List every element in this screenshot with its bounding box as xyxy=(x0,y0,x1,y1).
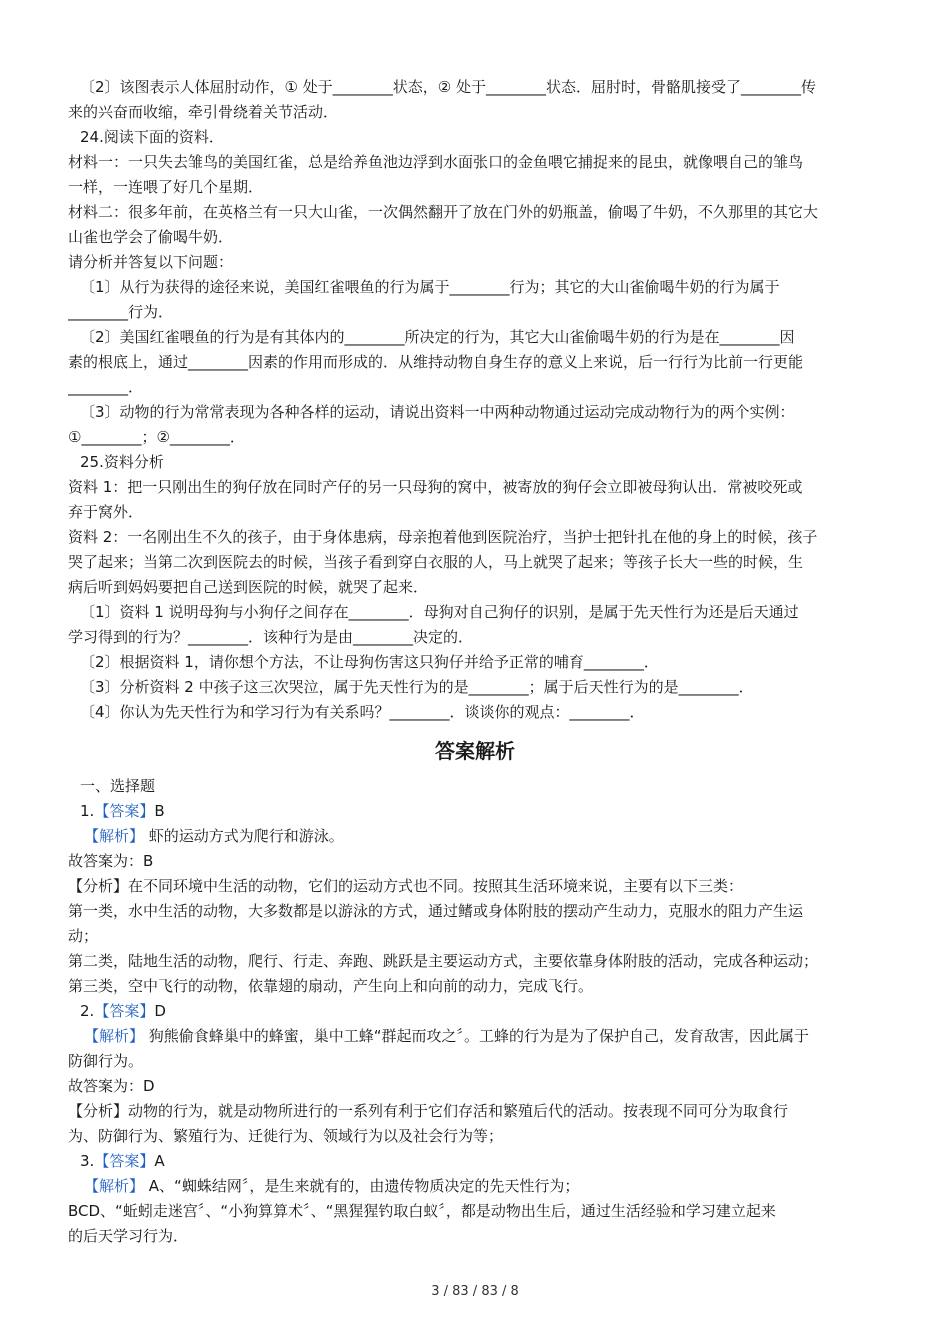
question-text-line: 〔4〕你认为先天性行为和学习行为有关系吗？________．谈谈你的观点：________． xyxy=(80,703,645,721)
answer-text-line: 第二类，陆地生活的动物，爬行、行走、奔跑、跳跃是主要运动方式，主要依靠身体附肢的活动，完成各种运动； xyxy=(68,952,819,970)
answer-text-line: 第三类，空中飞行的动物，依靠翅的扇动，产生向上和向前的动力，完成飞行。 xyxy=(68,977,594,995)
question-text-line: 素的根底上，通过________因素的作用而形成的．从维持动物自身生存的意义上来说，后一行行为比前一行更能 xyxy=(68,353,804,371)
question-text-line: 〔1〕资料 1 说明母狗与小狗仔之间存在________．母狗对自己狗仔的识别，是属于先天性行为还是后天通过 xyxy=(80,603,799,621)
question-text-line: 〔2〕美国红雀喂鱼的行为是有其体内的________所决定的行为，其它大山雀偷喝牛奶的行为是在________因 xyxy=(80,328,795,346)
question-text-line: 病后听到妈妈要把自己送到医院的时候，就哭了起来． xyxy=(68,578,429,596)
answer-text-line: 防御行为。 xyxy=(68,1052,144,1070)
answer-content: B xyxy=(154,802,165,820)
answer-text-line: 【分析】在不同环境中生活的动物，它们的运动方式也不同。按照其生活环境来说，主要有以下三类： xyxy=(68,877,744,895)
question-text-line: ①________；②________． xyxy=(68,428,245,446)
question-text-line: 学习得到的行为？________．该种行为是由________决定的． xyxy=(68,628,474,646)
question-text-line: 〔2〕该图表示人体屈肘动作，① 处于________状态，② 处于________状态．屈肘时，骨骼肌接受了________传 xyxy=(80,78,816,96)
question-text-line: 弃于窝外． xyxy=(68,503,144,521)
question-text-line: 资料 2：一名刚出生不久的孩子，由于身体患病，母亲抱着他到医院治疗，当护士把针扎在他的身上的时候，孩子 xyxy=(68,528,818,546)
question-text-line: 山雀也学会了偷喝牛奶． xyxy=(68,228,234,246)
answer-text-line: 为、防御行为、繁殖行为、迁徙行为、领域行为以及社会行为等； xyxy=(68,1127,504,1145)
answer-text-line: 动； xyxy=(68,927,99,945)
question-text-line: 〔1〕从行为获得的途径来说，美国红雀喂鱼的行为属于________行为；其它的大山雀偷喝牛奶的行为属于 xyxy=(80,278,780,296)
answer-text-line xyxy=(84,1026,900,1046)
question-text-line: 材料一：一只失去雏鸟的美国红雀，总是给养鱼池边浮到水面张口的金鱼喂它捕捉来的昆虫，就像喂自己的雏鸟 xyxy=(68,153,804,171)
question-text-line: 〔3〕动物的行为常常表现为各种各样的运动，请说出资料一中两种动物通过运动完成动物行为的两个实例： xyxy=(80,403,795,421)
answer-text-line: 第一类，水中生活的动物，大多数都是以游泳的方式，通过鳍或身体附肢的摆动产生动力，克服水的阻力产生运 xyxy=(68,902,804,920)
answer-text-line: 【分析】动物的行为，就是动物所进行的一系列有利于它们存活和繁殖后代的活动。按表现不同可分为取食行 xyxy=(68,1102,789,1120)
answer-content: A xyxy=(154,1152,165,1170)
answer-text-line: BCD、“蚯蚓走迷宫〞、“小狗算算术〞、“黑猩猩钓取白蚁〞，都是动物出生后，通过生活经验和学习建立起来 xyxy=(68,1202,776,1220)
question-text-line: 哭了起来；当第二次到医院去的时候，当孩子看到穿白衣服的人，马上就哭了起来；等孩子长大一些的时候，生 xyxy=(68,553,804,571)
question-text-line: 来的兴奋而收缩，牵引骨绕着关节活动． xyxy=(68,103,339,121)
answer-number: 2. xyxy=(80,1002,95,1020)
answer-label: 【答案】 xyxy=(94,1002,155,1020)
answer-label: 【答案】 xyxy=(94,802,155,820)
answer-label: 【答案】 xyxy=(94,1152,155,1170)
question-text-line: 一样，一连喂了好几个星期． xyxy=(68,178,264,196)
analysis-label: 【解析】 xyxy=(84,1177,145,1195)
answer-number: 3. xyxy=(80,1152,95,1170)
answer-text-line xyxy=(80,1001,896,1021)
answer-text-line: 故答案为：D xyxy=(68,1077,155,1095)
page-footer: 3 / 83 / 83 / 8 xyxy=(431,1284,519,1299)
answer-text-line: 一、选择题 xyxy=(80,777,156,795)
answer-text-line xyxy=(84,826,900,846)
question-text-line: 请分析并答复以下问题： xyxy=(68,253,234,271)
answer-text-line xyxy=(80,801,896,821)
answer-number: 1. xyxy=(80,802,95,820)
answer-content: A、“蜘蛛结网〞，是生来就有的，由遗传物质决定的先天性行为； xyxy=(144,1177,580,1195)
answer-content: 狗熊偷食蜂巢中的蜂蜜，巢中工蜂“群起而攻之〞。工蜂的行为是为了保护自己，发育敌害，因此属于 xyxy=(144,1027,810,1045)
question-text-line: ________． xyxy=(68,378,144,396)
question-text-line: 资料 1：把一只刚出生的狗仔放在同时产仔的另一只母狗的窝中，被寄放的狗仔会立即被母狗认出．常被咬死或 xyxy=(68,478,803,496)
answer-content: D xyxy=(154,1002,166,1020)
answer-content: 虾的运动方式为爬行和游泳。 xyxy=(144,827,344,845)
question-text-line: 材料二：很多年前，在英格兰有一只大山雀，一次偶然翻开了放在门外的奶瓶盖，偷喝了牛奶，不久那里的其它大 xyxy=(68,203,819,221)
answer-text-line xyxy=(80,1151,896,1171)
answer-text-line: 故答案为：B xyxy=(68,852,154,870)
question-text-line: 〔2〕根据资料 1，请你想个方法，不让母狗伤害这只狗仔并给予正常的哺育________． xyxy=(80,653,659,671)
analysis-label: 【解析】 xyxy=(84,827,145,845)
answer-section-title: 答案解析 xyxy=(435,739,515,763)
question-text-line: 24.阅读下面的资料． xyxy=(80,128,224,146)
question-text-line: 〔3〕分析资料 2 中孩子这三次哭泣，属于先天性行为的是________；属于后天性行为的是________． xyxy=(80,678,754,696)
answer-text-line xyxy=(84,1176,900,1196)
analysis-label: 【解析】 xyxy=(84,1027,145,1045)
question-text-line: ________行为． xyxy=(68,303,174,321)
answer-text-line: 的后天学习行为． xyxy=(68,1227,189,1245)
question-text-line: 25.资料分析 xyxy=(80,453,164,471)
